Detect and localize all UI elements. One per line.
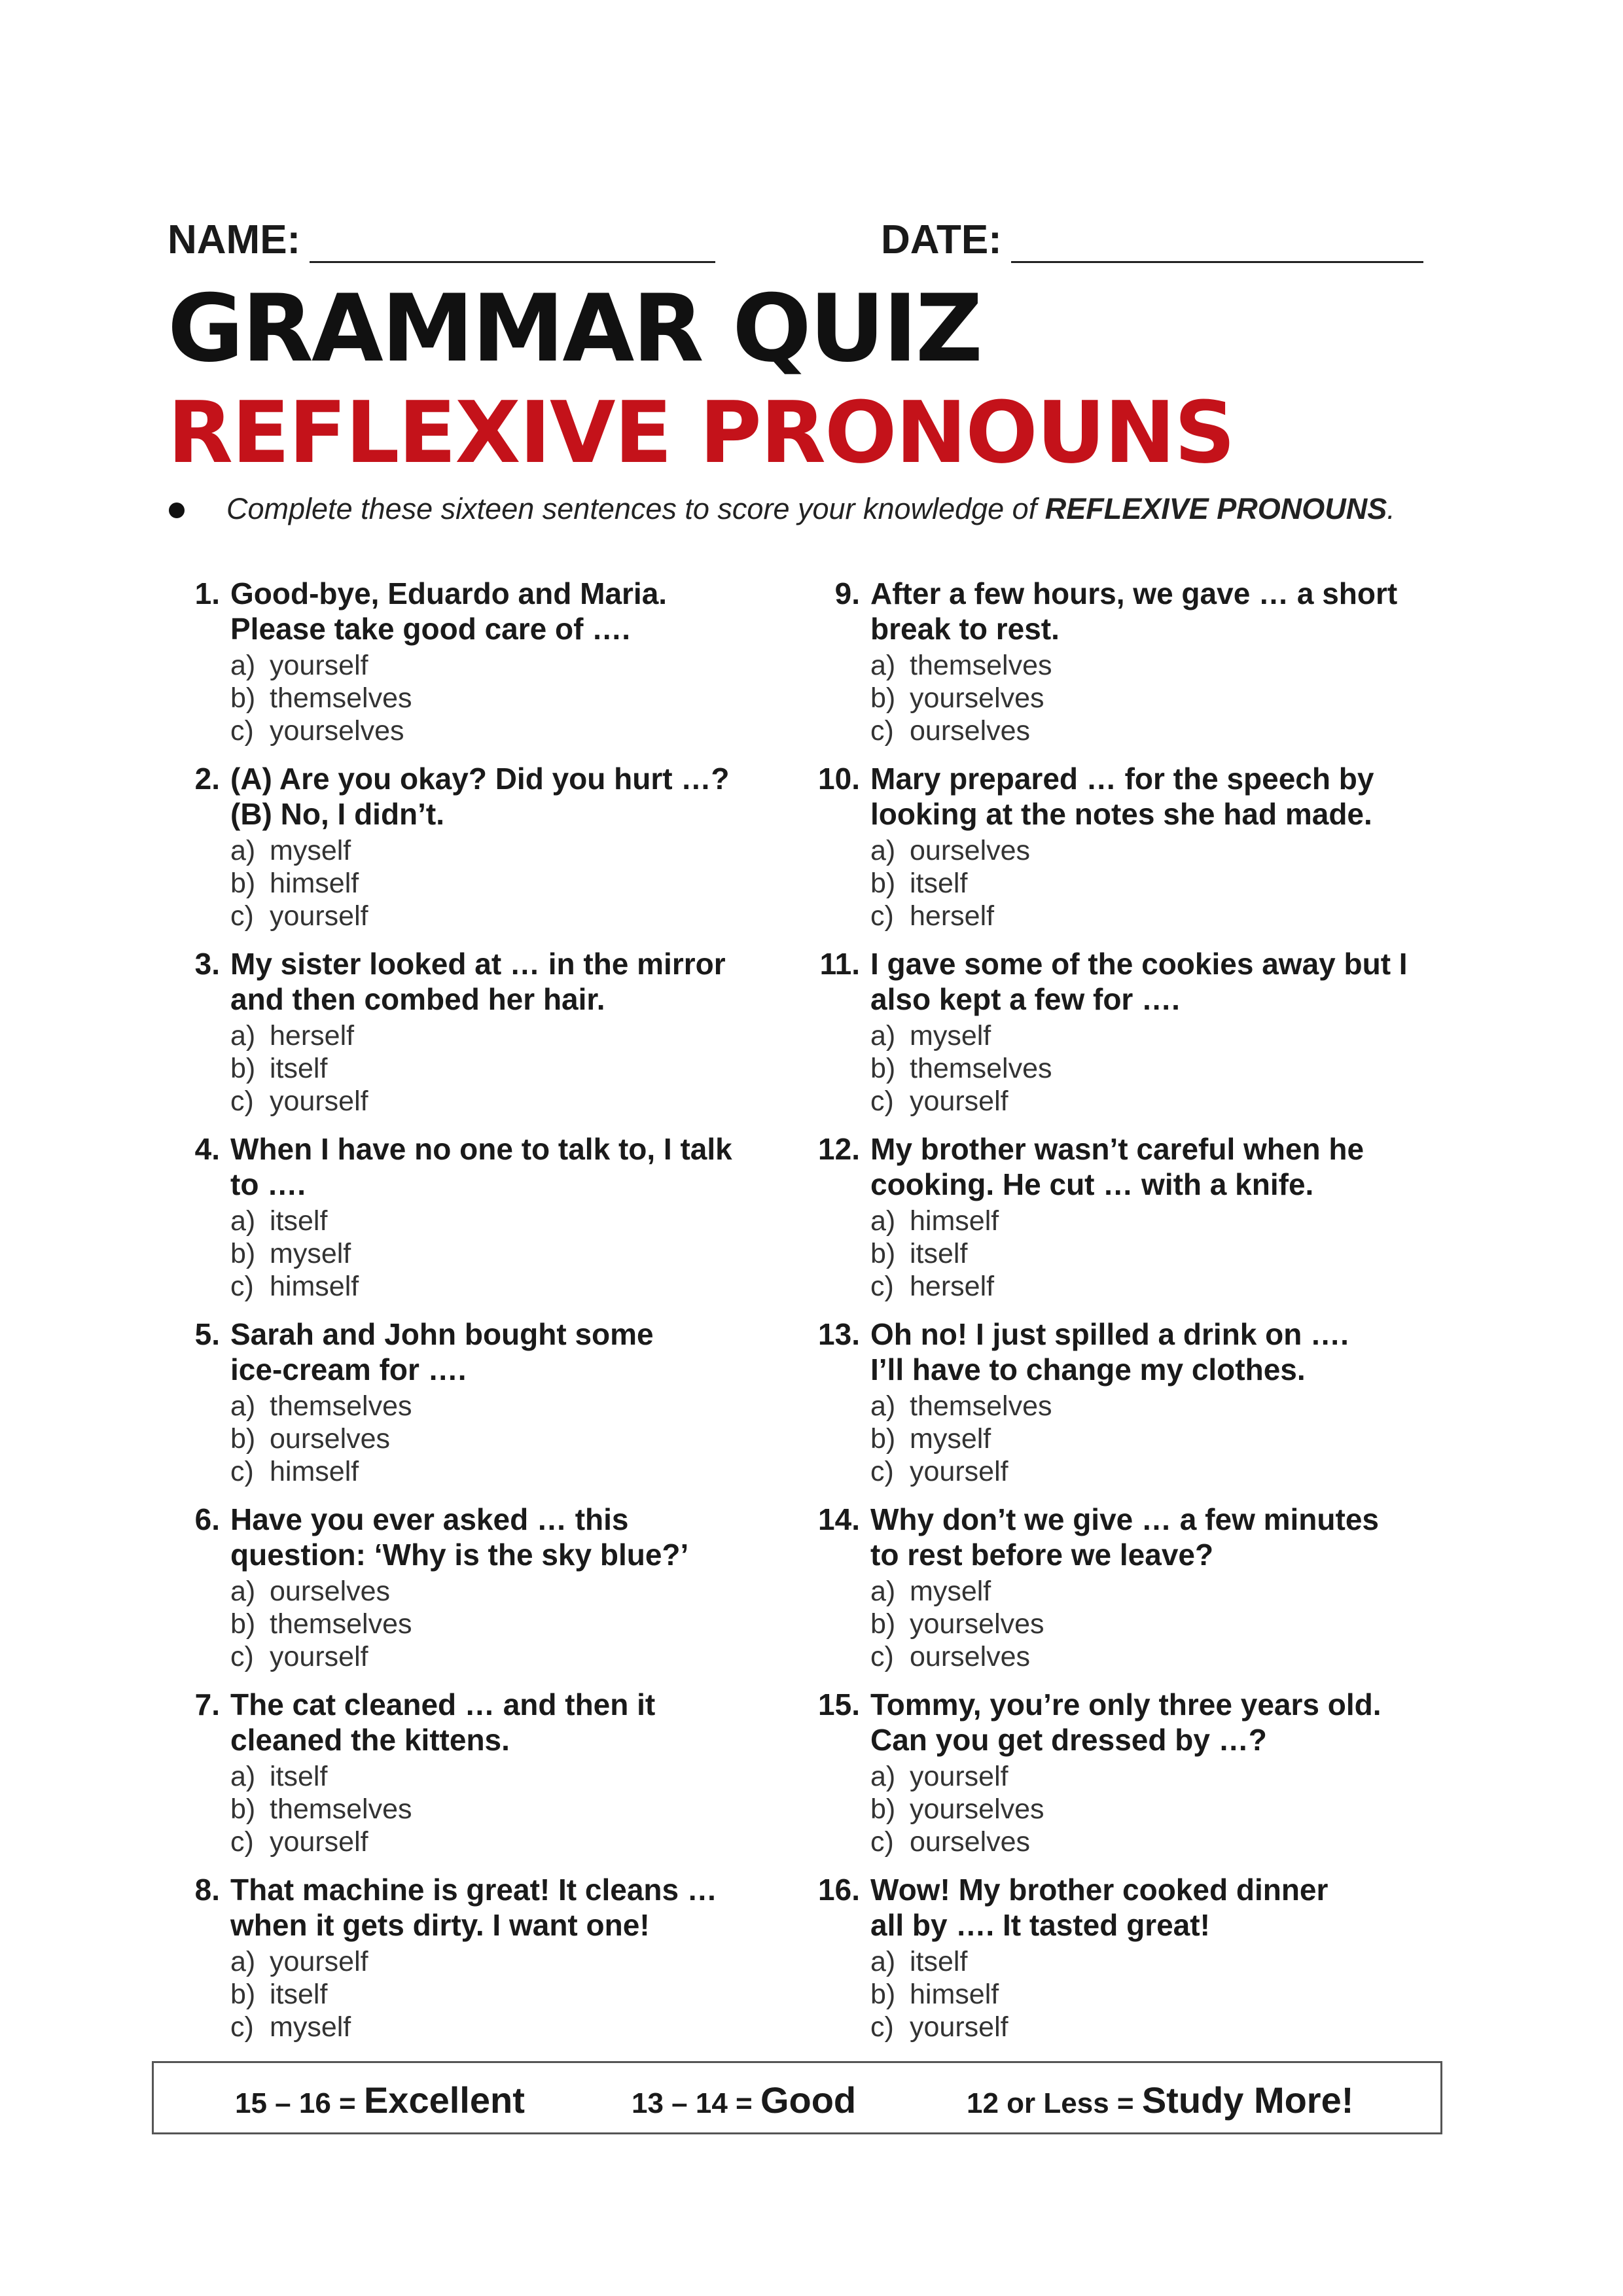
option-letter: c) [870, 1641, 894, 1672]
option-letter: c) [870, 715, 894, 747]
bullet-icon [169, 503, 185, 518]
option-text: itself [910, 868, 968, 899]
option-letter: b) [230, 1608, 256, 1640]
answer-option[interactable] [230, 715, 412, 747]
answer-option[interactable] [870, 1052, 1052, 1085]
option-text: myself [910, 1020, 991, 1051]
answer-option[interactable] [230, 1052, 368, 1085]
option-letter: b) [870, 1979, 896, 2010]
option-letter: a) [870, 1946, 896, 1977]
question-text: Mary prepared … for the speech by looking at the notes she had made. [870, 762, 1374, 831]
question-text: Tommy, you’re only three years old. Can you get dressed by …? [870, 1687, 1382, 1757]
question-number: 10. [818, 762, 860, 796]
question-text: (A) Are you okay? Did you hurt …? (B) No, I didn’t. [230, 762, 730, 831]
score-label: Study More! [1141, 2079, 1354, 2121]
option-text: themselves [910, 1053, 1052, 1084]
answer-option[interactable] [870, 900, 1030, 932]
question-text: My sister looked at … in the mirror and then combed her hair. [230, 947, 726, 1016]
answer-options [230, 1205, 359, 1303]
option-letter: a) [230, 1390, 256, 1422]
option-letter: b) [230, 682, 256, 714]
question-item [168, 1502, 822, 1687]
question-item [168, 1687, 822, 1872]
question-text: That machine is great! It cleans … when it gets dirty. I want one! [230, 1873, 717, 1942]
option-letter: c) [870, 1086, 894, 1117]
option-text: yourselves [910, 682, 1044, 714]
answer-option[interactable] [230, 1237, 359, 1270]
answer-options [870, 1390, 1052, 1488]
answer-option[interactable] [230, 1019, 368, 1052]
date-blank-line[interactable] [1011, 222, 1423, 263]
name-blank-line[interactable] [310, 222, 715, 263]
date-field [881, 211, 1423, 263]
option-letter: b) [870, 1608, 896, 1640]
question-item [168, 1131, 822, 1316]
option-text: itself [270, 1053, 328, 1084]
answer-option[interactable] [230, 834, 368, 867]
option-letter: c) [870, 1271, 894, 1302]
option-text: himself [910, 1205, 999, 1237]
answer-option[interactable] [870, 1019, 1052, 1052]
option-letter: b) [230, 1238, 256, 1269]
question-item [168, 946, 822, 1131]
option-text: herself [910, 900, 995, 932]
option-text: themselves [270, 1608, 412, 1640]
option-letter: b) [230, 1423, 256, 1455]
instruction-row [168, 492, 1444, 531]
question-item [808, 1316, 1462, 1502]
question-item [168, 1316, 822, 1502]
option-text: myself [270, 1238, 351, 1269]
instruction-suffix: . [1387, 492, 1395, 525]
option-text: ourselves [270, 1423, 391, 1455]
option-text: yourselves [270, 715, 404, 747]
option-text: yourself [270, 1086, 368, 1117]
name-label: NAME: [168, 217, 301, 262]
answer-options [230, 1019, 368, 1118]
answer-options [230, 1575, 412, 1673]
answer-options [230, 1945, 368, 2043]
answer-options [870, 834, 1030, 932]
option-letter: b) [870, 1793, 896, 1825]
option-text: ourselves [910, 835, 1031, 866]
option-text: yourself [270, 1946, 368, 1977]
question-text: When I have no one to talk to, I talk to …. [230, 1132, 732, 1201]
option-text: ourselves [910, 715, 1031, 747]
option-text: himself [270, 1456, 359, 1487]
option-letter: b) [870, 868, 896, 899]
option-letter: b) [870, 1423, 896, 1455]
answer-options [870, 1760, 1044, 1858]
option-letter: a) [230, 835, 256, 866]
question-number: 5. [194, 1317, 220, 1351]
score-label: Excellent [363, 2079, 525, 2121]
option-text: itself [270, 1761, 328, 1792]
answer-options [230, 649, 412, 747]
page-title: GRAMMAR QUIZ [168, 275, 981, 383]
question-text: Oh no! I just spilled a drink on …. I’ll have to change my clothes. [870, 1317, 1349, 1386]
page-subtitle: REFLEXIVE PRONOUNS [168, 383, 1234, 482]
option-letter: c) [230, 1271, 254, 1302]
option-letter: c) [230, 1641, 254, 1672]
answer-option[interactable] [870, 682, 1052, 715]
score-range: 15 – 16 = [235, 2087, 364, 2119]
option-letter: b) [870, 1238, 896, 1269]
option-text: themselves [270, 1390, 412, 1422]
instruction-emphasis: REFLEXIVE PRONOUNS [1044, 492, 1387, 525]
answer-option[interactable] [870, 1575, 1044, 1608]
answer-option[interactable] [230, 1978, 368, 2011]
score-excellent [235, 2079, 525, 2121]
answer-options [230, 834, 368, 932]
answer-option[interactable] [870, 867, 1030, 900]
score-study-more [967, 2079, 1353, 2121]
option-letter: a) [870, 835, 896, 866]
question-text: Have you ever asked … this question: ‘Why is the sky blue?’ [230, 1502, 689, 1572]
answer-option[interactable] [870, 1455, 1052, 1488]
answer-option[interactable] [870, 1945, 1008, 1978]
answer-option[interactable] [230, 1422, 412, 1455]
answer-option[interactable] [870, 1760, 1044, 1793]
option-text: itself [910, 1946, 968, 1977]
answer-option[interactable] [870, 1085, 1052, 1118]
answer-option[interactable] [870, 1237, 999, 1270]
option-text: herself [910, 1271, 995, 1302]
option-letter: b) [870, 682, 896, 714]
question-item [808, 1131, 1462, 1316]
option-letter: c) [230, 1826, 254, 1858]
question-number: 8. [194, 1873, 220, 1907]
question-number: 12. [818, 1132, 860, 1166]
option-text: themselves [270, 1793, 412, 1825]
option-text: themselves [910, 1390, 1052, 1422]
option-text: yourselves [910, 1793, 1044, 1825]
question-number: 9. [834, 576, 860, 610]
option-text: ourselves [910, 1826, 1031, 1858]
answer-option[interactable] [230, 1455, 412, 1488]
answer-option[interactable] [870, 1270, 999, 1303]
option-text: myself [910, 1576, 991, 1607]
option-text: myself [910, 1423, 991, 1455]
answer-option[interactable] [230, 649, 412, 682]
option-text: yourself [910, 2011, 1008, 2043]
option-text: yourselves [910, 1608, 1044, 1640]
answer-option[interactable] [230, 1640, 412, 1673]
answer-options [230, 1390, 412, 1488]
score-key-box [152, 2061, 1442, 2134]
answer-option[interactable] [870, 649, 1052, 682]
option-text: himself [270, 868, 359, 899]
option-letter: a) [870, 1761, 896, 1792]
option-text: yourself [270, 650, 368, 681]
score-label: Good [760, 2079, 857, 2121]
answer-option[interactable] [230, 682, 412, 715]
question-item [808, 576, 1462, 761]
question-item [808, 761, 1462, 946]
answer-option[interactable] [870, 1608, 1044, 1640]
answer-option[interactable] [230, 1390, 412, 1422]
answer-option[interactable] [870, 834, 1030, 867]
questions-right-column [808, 576, 1462, 2057]
question-text: After a few hours, we gave … a short break to rest. [870, 576, 1398, 646]
option-letter: b) [230, 1979, 256, 2010]
answer-options [870, 1205, 999, 1303]
option-text: themselves [910, 650, 1052, 681]
option-text: himself [270, 1271, 359, 1302]
option-letter: a) [230, 1020, 256, 1051]
question-item [168, 576, 822, 761]
question-number: 1. [194, 576, 220, 610]
instruction-text [226, 492, 1395, 526]
answer-options [230, 1760, 412, 1858]
option-text: myself [270, 835, 351, 866]
option-text: ourselves [910, 1641, 1031, 1672]
option-text: ourselves [270, 1576, 391, 1607]
option-letter: c) [230, 2011, 254, 2043]
option-letter: b) [870, 1053, 896, 1084]
answer-option[interactable] [230, 1270, 359, 1303]
option-letter: b) [230, 1053, 256, 1084]
option-letter: a) [230, 1576, 256, 1607]
answer-option[interactable] [230, 1793, 412, 1826]
answer-option[interactable] [870, 1978, 1008, 2011]
option-letter: c) [230, 1086, 254, 1117]
option-letter: a) [870, 1390, 896, 1422]
question-text: I gave some of the cookies away but I also kept a few for …. [870, 947, 1408, 1016]
question-text: Why don’t we give … a few minutes to rest before we leave? [870, 1502, 1379, 1572]
option-text: themselves [270, 682, 412, 714]
question-number: 11. [819, 947, 860, 981]
answer-option[interactable] [870, 2011, 1008, 2043]
question-text: Good-bye, Eduardo and Maria. Please take good care of …. [230, 576, 668, 646]
question-text: Sarah and John bought some ice-cream for …. [230, 1317, 654, 1386]
question-item [808, 1502, 1462, 1687]
answer-option[interactable] [230, 1205, 359, 1237]
question-number: 7. [194, 1687, 220, 1722]
option-text: himself [910, 1979, 999, 2010]
question-number: 3. [194, 947, 220, 981]
question-number: 14. [818, 1502, 860, 1536]
question-number: 13. [818, 1317, 860, 1351]
answer-options [870, 1575, 1044, 1673]
option-text: itself [910, 1238, 968, 1269]
question-text: The cat cleaned … and then it cleaned the kittens. [230, 1687, 656, 1757]
option-letter: c) [230, 1456, 254, 1487]
question-item [168, 761, 822, 946]
option-text: yourself [270, 1826, 368, 1858]
option-letter: a) [870, 1205, 896, 1237]
answer-option[interactable] [230, 1575, 412, 1608]
option-letter: c) [230, 900, 254, 932]
score-range: 13 – 14 = [632, 2087, 760, 2119]
answer-option[interactable] [230, 1945, 368, 1978]
option-letter: b) [230, 868, 256, 899]
answer-option[interactable] [230, 900, 368, 932]
option-text: yourself [910, 1761, 1008, 1792]
answer-option[interactable] [230, 1608, 412, 1640]
option-text: yourself [910, 1456, 1008, 1487]
answer-option[interactable] [230, 1760, 412, 1793]
option-letter: a) [230, 1946, 256, 1977]
option-text: itself [270, 1979, 328, 2010]
option-letter: a) [870, 650, 896, 681]
answer-option[interactable] [230, 1085, 368, 1118]
option-letter: b) [230, 1793, 256, 1825]
instruction-body: Complete these sixteen sentences to score your knowledge of [226, 492, 1045, 525]
question-number: 4. [194, 1132, 220, 1166]
answer-option[interactable] [230, 1826, 412, 1858]
option-text: yourself [270, 1641, 368, 1672]
option-letter: c) [870, 1456, 894, 1487]
option-letter: a) [230, 650, 256, 681]
option-letter: c) [870, 2011, 894, 2043]
score-range: 12 or Less = [967, 2087, 1142, 2119]
answer-option[interactable] [230, 867, 368, 900]
option-letter: c) [870, 1826, 894, 1858]
question-text: My brother wasn’t careful when he cooking. He cut … with a knife. [870, 1132, 1364, 1201]
answer-option[interactable] [870, 1640, 1044, 1673]
date-label: DATE: [881, 217, 1002, 262]
question-item [808, 1872, 1462, 2057]
question-item [808, 946, 1462, 1131]
score-good [632, 2079, 856, 2121]
option-letter: a) [870, 1020, 896, 1051]
question-item [808, 1687, 1462, 1872]
name-field [168, 211, 715, 263]
option-letter: c) [230, 715, 254, 747]
option-letter: a) [230, 1205, 256, 1237]
answer-option[interactable] [870, 1826, 1044, 1858]
answer-option[interactable] [230, 2011, 368, 2043]
answer-options [870, 1945, 1008, 2043]
answer-option[interactable] [870, 1793, 1044, 1826]
student-info-header [168, 211, 1431, 263]
answer-option[interactable] [870, 1422, 1052, 1455]
answer-options [870, 649, 1052, 747]
option-text: itself [270, 1205, 328, 1237]
option-letter: a) [870, 1576, 896, 1607]
question-item [168, 1872, 822, 2057]
questions-left-column [168, 576, 822, 2057]
question-text: Wow! My brother cooked dinner all by …. It tasted great! [870, 1873, 1329, 1942]
option-text: herself [270, 1020, 355, 1051]
option-text: myself [270, 2011, 351, 2043]
option-text: yourself [910, 1086, 1008, 1117]
answer-option[interactable] [870, 1205, 999, 1237]
answer-option[interactable] [870, 1390, 1052, 1422]
answer-options [870, 1019, 1052, 1118]
answer-option[interactable] [870, 715, 1052, 747]
question-number: 16. [818, 1873, 860, 1907]
question-number: 6. [194, 1502, 220, 1536]
option-letter: a) [230, 1761, 256, 1792]
question-number: 2. [194, 762, 220, 796]
option-letter: c) [870, 900, 894, 932]
question-number: 15. [818, 1687, 860, 1722]
option-text: yourself [270, 900, 368, 932]
